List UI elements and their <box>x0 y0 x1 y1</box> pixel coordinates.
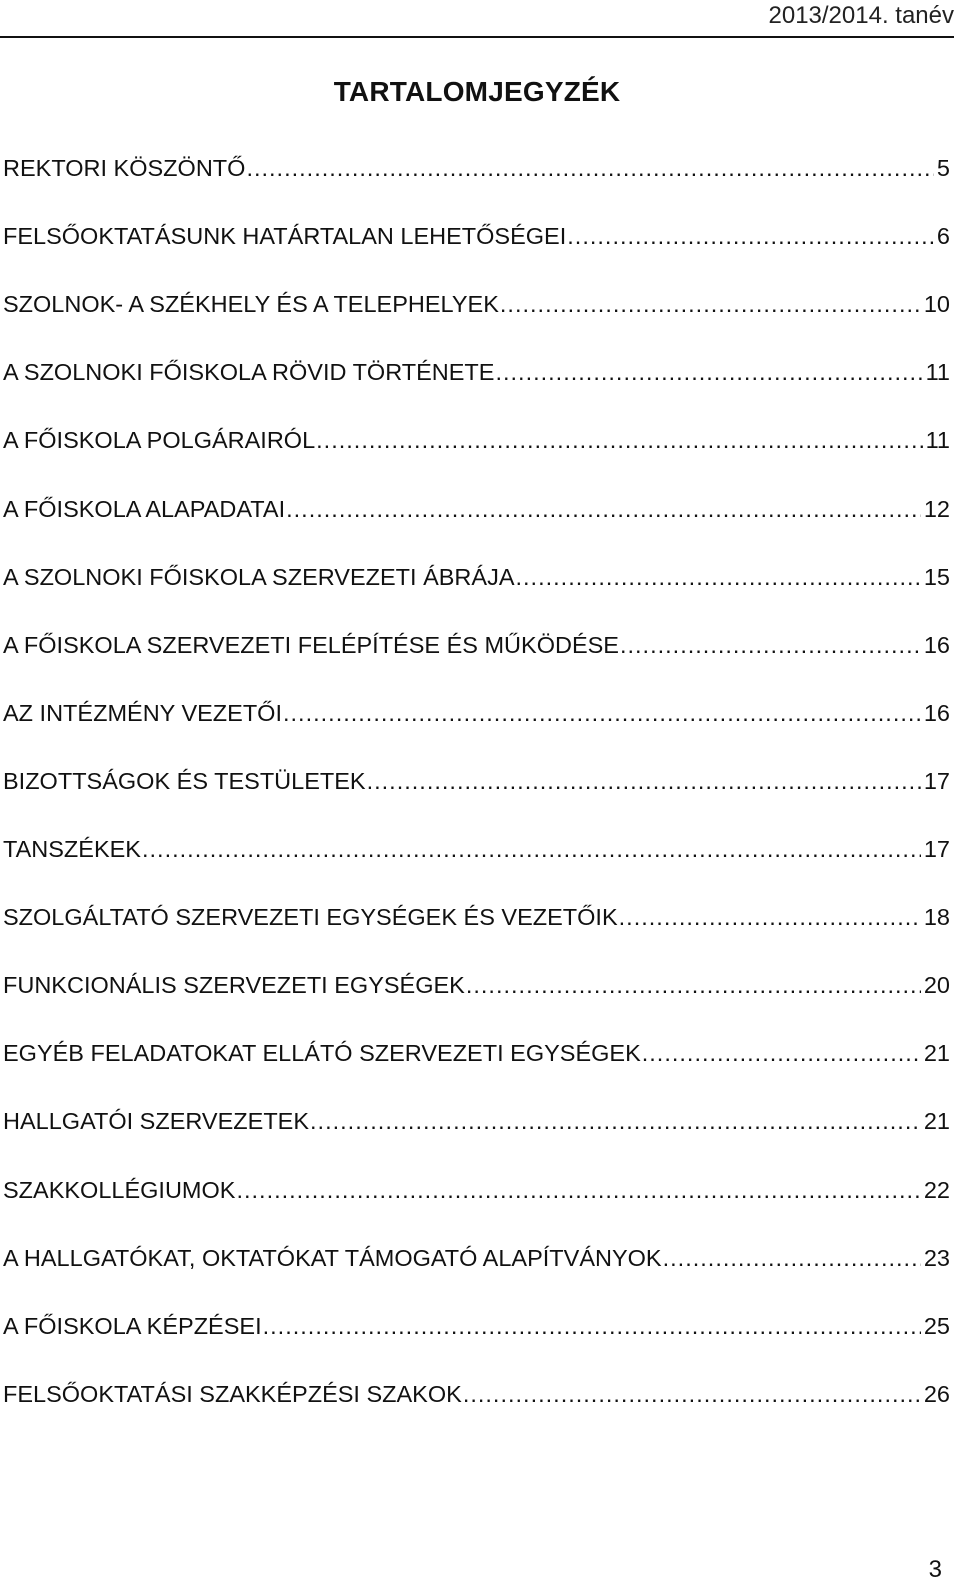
toc-entry-page: 6 <box>936 223 950 250</box>
toc-entry[interactable] <box>3 1103 950 1139</box>
toc-entry-page: 21 <box>923 1040 950 1067</box>
toc-entry[interactable] <box>3 218 950 254</box>
toc-entry-label: EGYÉB FELADATOKAT ELLÁTÓ SZERVEZETI EGYSÉGEK <box>3 1040 641 1067</box>
toc-entry-page: 16 <box>923 631 950 658</box>
toc-entry-label: A HALLGATÓKAT, OKTATÓKAT TÁMOGATÓ ALAPÍTVÁNYOK <box>3 1244 662 1271</box>
toc-entry-label: SZOLGÁLTATÓ SZERVEZETI EGYSÉGEK ÉS VEZETŐIK <box>3 904 618 931</box>
toc-entry-label: FELSŐOKTATÁSUNK HATÁRTALAN LEHETŐSÉGEI <box>3 223 567 250</box>
toc-entry-page: 11 <box>925 427 950 454</box>
toc-entry-label: SZAKKOLLÉGIUMOK <box>3 1176 236 1203</box>
toc-dot-leader <box>283 695 921 731</box>
footer-page-number: 3 <box>928 1556 942 1583</box>
toc-dot-leader <box>286 491 921 527</box>
toc-dot-leader <box>495 354 922 390</box>
toc-entry-label: TANSZÉKEK <box>3 836 141 862</box>
toc-dot-leader <box>236 1172 920 1208</box>
toc-entry[interactable] <box>3 1035 950 1071</box>
toc-entry-page: 15 <box>923 563 950 590</box>
toc-dot-leader <box>567 218 934 254</box>
toc-entry-page: 20 <box>923 972 950 999</box>
toc-dot-leader <box>367 763 921 799</box>
toc-entry[interactable] <box>3 354 950 390</box>
toc-entry[interactable] <box>3 899 950 935</box>
toc-entry[interactable] <box>3 1172 950 1208</box>
toc-entry-page: 11 <box>925 359 950 386</box>
toc-entry-label: FUNKCIONÁLIS SZERVEZETI EGYSÉGEK <box>3 972 465 999</box>
toc-dot-leader <box>310 1103 921 1139</box>
toc-dot-leader <box>663 1240 921 1276</box>
toc-entry[interactable] <box>3 831 950 867</box>
toc-entry-page: 18 <box>923 904 950 931</box>
toc-entry-label: A FŐISKOLA KÉPZÉSEI <box>3 1312 262 1339</box>
toc-entry[interactable] <box>3 491 950 527</box>
toc-dot-leader <box>516 559 921 595</box>
toc-entry[interactable] <box>3 627 950 663</box>
toc-entry-label: HALLGATÓI SZERVEZETEK <box>3 1108 310 1135</box>
toc-entry[interactable] <box>3 1376 950 1412</box>
toc-entry-label: A FŐISKOLA ALAPADATAI <box>3 495 286 522</box>
toc-dot-leader <box>620 627 921 663</box>
toc-entry-page: 16 <box>923 699 950 726</box>
toc-entry-page: 12 <box>923 495 950 522</box>
toc-dot-leader <box>316 422 922 458</box>
header-school-year: 2013/2014. tanév <box>768 2 954 29</box>
toc-entry[interactable] <box>3 1240 950 1276</box>
toc-entry-label: AZ INTÉZMÉNY VEZETŐI <box>3 699 282 726</box>
toc-entry-label: A SZOLNOKI FŐISKOLA RÖVID TÖRTÉNETE <box>3 359 495 386</box>
toc-dot-leader <box>263 1308 921 1344</box>
page-header <box>0 0 954 38</box>
toc-entry-label: BIZOTTSÁGOK ÉS TESTÜLETEK <box>3 767 366 794</box>
toc-entry-page: 17 <box>923 767 950 794</box>
toc-dot-leader <box>500 286 921 322</box>
toc-entry[interactable] <box>3 967 950 1003</box>
toc-dot-leader <box>619 899 921 935</box>
toc-entry[interactable] <box>3 1308 950 1344</box>
toc-entry-label: A FŐISKOLA POLGÁRAIRÓL <box>3 427 316 454</box>
toc-entry[interactable] <box>3 695 950 731</box>
toc-entry-page: 21 <box>923 1108 950 1135</box>
toc-dot-leader <box>466 967 921 1003</box>
toc-entry[interactable] <box>3 422 950 458</box>
toc-entry-page: 26 <box>923 1380 950 1407</box>
toc-entry[interactable] <box>3 559 950 595</box>
toc-entry-label: REKTORI KÖSZÖNTŐ <box>3 155 246 181</box>
toc-dot-leader <box>463 1376 921 1412</box>
toc-entry-label: SZOLNOK- A SZÉKHELY ÉS A TELEPHELYEK <box>3 291 499 318</box>
toc-entry[interactable] <box>3 763 950 799</box>
toc-entry-label: FELSŐOKTATÁSI SZAKKÉPZÉSI SZAKOK <box>3 1380 462 1407</box>
toc-entry-page: 23 <box>923 1244 950 1271</box>
toc-title: TARTALOMJEGYZÉK <box>333 76 621 107</box>
toc-entry[interactable] <box>3 286 950 322</box>
toc-entry-page: 25 <box>923 1312 950 1339</box>
toc-entry-page: 10 <box>923 291 950 318</box>
toc-dot-leader <box>246 150 933 186</box>
toc-entry[interactable] <box>3 150 950 186</box>
toc-dot-leader <box>642 1035 921 1071</box>
toc-entry-label: A FŐISKOLA SZERVEZETI FELÉPÍTÉSE ÉS MŰKÖDÉSE <box>3 631 619 658</box>
toc-entry-page: 22 <box>923 1176 950 1203</box>
toc-entry-page: 17 <box>923 836 950 862</box>
toc-entry-label: A SZOLNOKI FŐISKOLA SZERVEZETI ÁBRÁJA <box>3 563 515 590</box>
toc-entry-page: 5 <box>936 155 950 181</box>
toc-dot-leader <box>142 831 921 867</box>
